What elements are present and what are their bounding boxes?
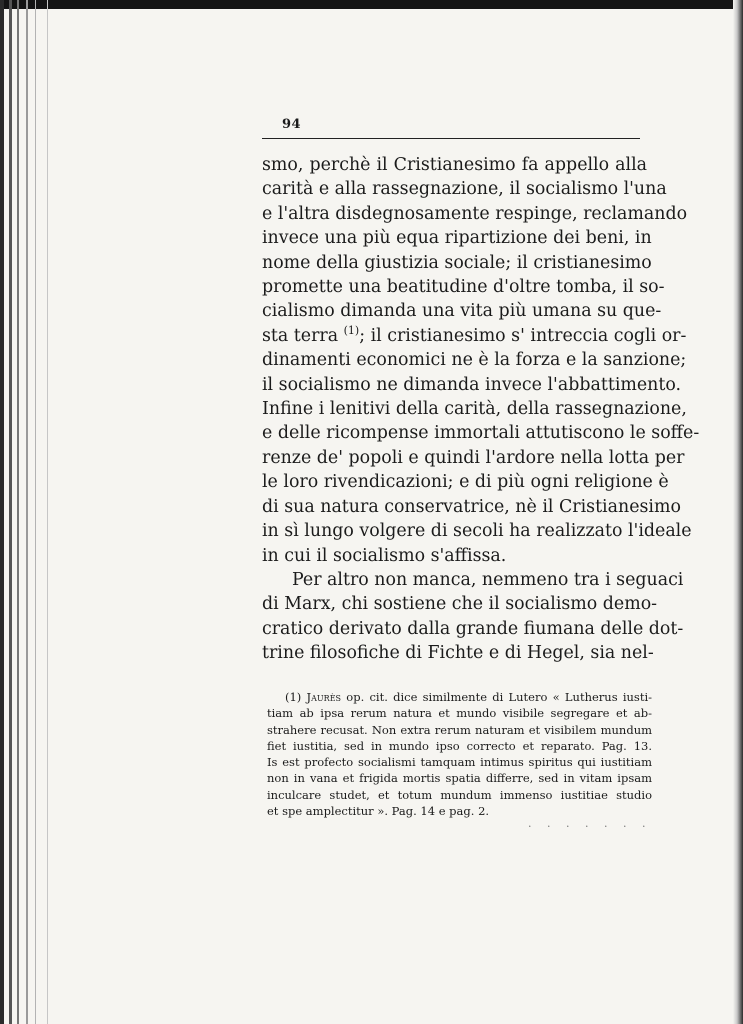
print-specks: . . . . . . . <box>528 817 652 830</box>
scan-top-edge <box>0 0 743 9</box>
footnote-line: fiet iustitia, sed in mundo ipso correcto et reparato. Pag. 13. <box>267 738 652 753</box>
text-line: carità e alla rassegnazione, il socialismo l'una <box>262 179 667 200</box>
footnote-line: strahere recusat. Non extra rerum naturam et visibilem mundum <box>267 722 652 737</box>
scan-right-edge <box>733 0 743 1024</box>
text-line: e l'altra disdegnosamente respinge, reclamando <box>262 203 688 224</box>
book-binding-edge <box>0 0 62 1024</box>
main-text <box>262 153 700 666</box>
text-line: invece una più equa ripartizione dei beni, in <box>262 228 652 249</box>
text-line: dinamenti economici ne è la forza e la sanzione; <box>262 350 687 371</box>
footnote-line <box>267 689 652 705</box>
footnote-line: et spe amplectitur ». Pag. 14 e pag. 2. <box>267 804 490 819</box>
text-line: trine filosofiche di Fichte e di Hegel, sia nel- <box>262 643 654 664</box>
footnote-line: Is est profecto socialismi tamquam intimus spiritus qui iustitiam <box>267 755 652 770</box>
text-line: le loro rivendicazioni; e di più ogni religione è <box>262 472 669 493</box>
text-line: Infine i lenitivi della carità, della rassegnazione, <box>262 399 687 420</box>
footnote-reference: (1) <box>343 324 360 338</box>
text-line: di sua natura conservatrice, nè il Cristianesimo <box>262 496 681 517</box>
text-line: promette una beatitudine d'oltre tomba, il so- <box>262 277 665 298</box>
text-line <box>262 324 687 348</box>
text-line: cialismo dimanda una vita più umana su que- <box>262 301 662 322</box>
footnote-text: op. cit. dice similmente di Lutero « Lutherus iusti- <box>346 690 653 704</box>
text-fragment: sta terra <box>262 325 339 346</box>
text-line: di Marx, chi sostiene che il socialismo demo- <box>262 594 658 615</box>
text-line: in cui il socialismo s'affissa. <box>262 545 507 566</box>
footnote-author: Jaurès <box>306 690 342 704</box>
text-line: in sì lungo volgere di secoli ha realizzato l'ideale <box>262 521 692 542</box>
text-fragment: ; il cristianesimo s' intreccia cogli or- <box>359 325 687 346</box>
footnote-marker: (1) <box>285 690 302 704</box>
text-line: cratico derivato dalla grande fiumana delle dot- <box>262 618 684 639</box>
footnote-line: tiam ab ipsa rerum natura et mundo visibile segregare et ab- <box>267 706 652 721</box>
footnote-line: inculcare studet, et totum mundum immenso iustitiae studio <box>267 787 652 802</box>
footnote-line: non in vana et frigida mortis spatia differre, sed in vitam ipsam <box>267 771 652 786</box>
page-number: 94 <box>282 117 302 132</box>
header-rule <box>262 138 640 139</box>
footnote <box>267 689 652 819</box>
text-line: nome della giustizia sociale; il cristianesimo <box>262 252 652 273</box>
text-line: il socialismo ne dimanda invece l'abbattimento. <box>262 374 682 395</box>
text-line: e delle ricompense immortali attutiscono le soffe- <box>262 423 700 444</box>
text-line: smo, perchè il Cristianesimo fa appello alla <box>262 155 647 175</box>
text-line: renze de' popoli e quindi l'ardore nella lotta per <box>262 447 685 468</box>
text-line: Per altro non manca, nemmeno tra i seguaci <box>292 569 684 590</box>
